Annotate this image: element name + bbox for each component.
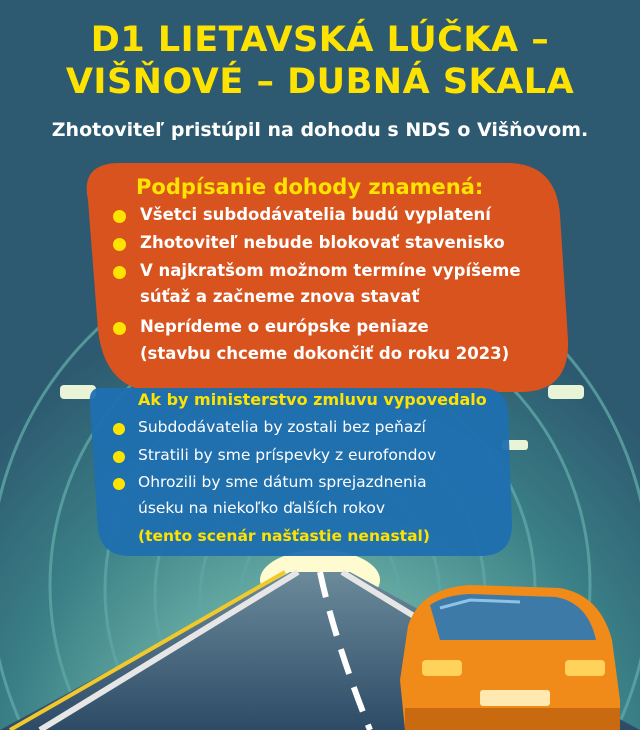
agreement-heading: Podpísanie dohody znamená: <box>136 175 484 199</box>
subtitle: Zhotoviteľ pristúpil na dohodu s NDS o Višňovom. <box>51 119 589 141</box>
agreement-item-3-line-1: V najkratšom možnom termíne vypíšeme <box>140 261 521 280</box>
bullet-icon <box>113 478 125 490</box>
bullet-icon <box>113 210 126 223</box>
bullet-icon <box>113 322 126 335</box>
agreement-item-3-line-2: súťaž a začneme znova stavať <box>140 287 420 306</box>
termination-item-3-line-2: úseku na niekoľko ďalších rokov <box>138 499 386 517</box>
bullet-icon <box>113 266 126 279</box>
headline-line-1: D1 LIETAVSKÁ LÚČKA – <box>90 20 550 60</box>
agreement-item-1: Všetci subdodávatelia budú vyplatení <box>140 205 491 224</box>
agreement-item-4-line-2: (stavbu chceme dokončiť do roku 2023) <box>140 344 510 363</box>
bullet-icon <box>113 238 126 251</box>
termination-note: (tento scenár našťastie nenastal) <box>138 527 430 545</box>
bullet-icon <box>113 451 125 463</box>
agreement-item-4-line-1: Neprídeme o európske peniaze <box>140 317 429 336</box>
termination-item-2: Stratili by sme príspevky z eurofondov <box>138 446 437 464</box>
car <box>400 585 620 730</box>
agreement-item-2: Zhotoviteľ nebude blokovať stavenisko <box>140 233 505 252</box>
termination-heading: Ak by ministerstvo zmluvu vypovedalo <box>138 390 487 409</box>
bullet-icon <box>113 423 125 435</box>
termination-item-3-line-1: Ohrozili by sme dátum sprejazdnenia <box>138 473 427 491</box>
termination-item-1: Subdodávatelia by zostali bez peňazí <box>138 418 426 436</box>
headline-line-2: VIŠŇOVÉ – DUBNÁ SKALA <box>65 62 575 102</box>
